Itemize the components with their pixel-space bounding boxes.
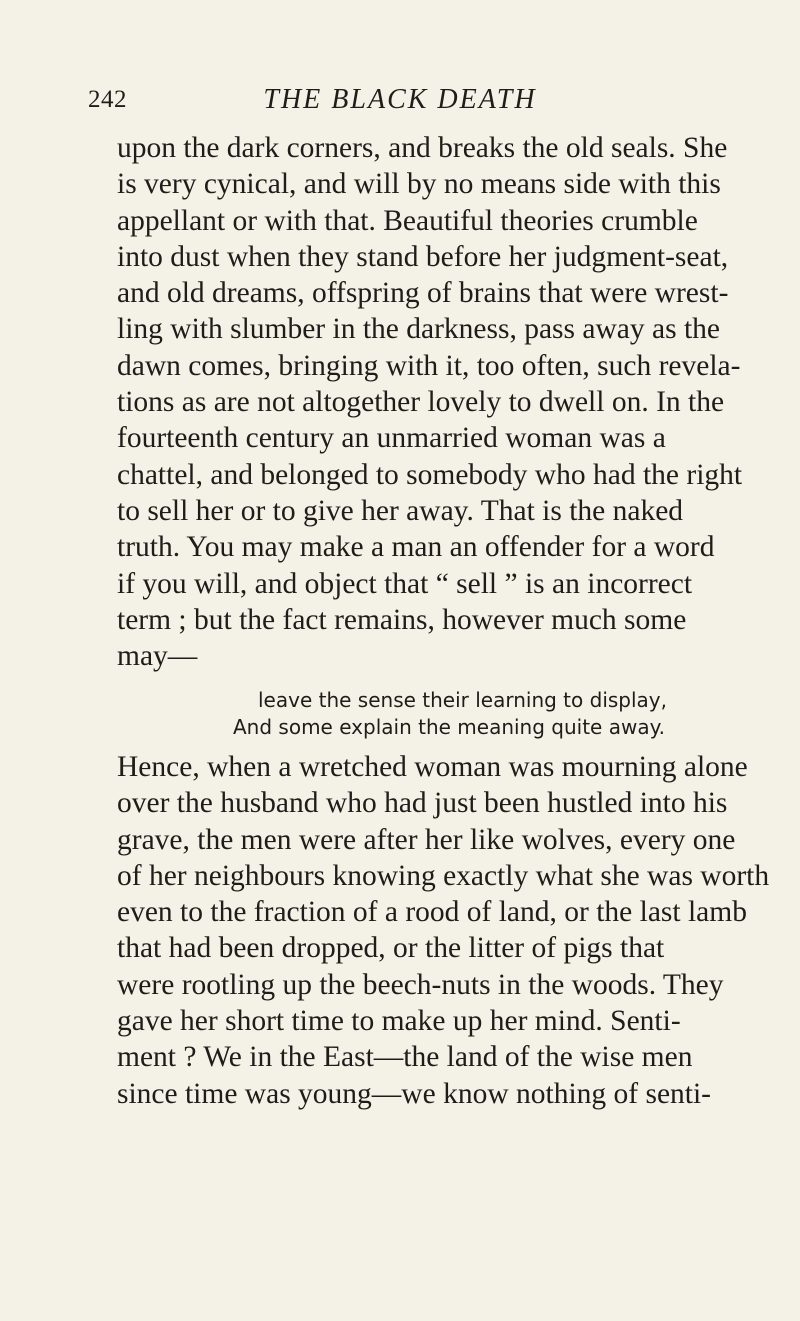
text-line: gave her short time to make up her mind. Senti-	[117, 1005, 681, 1038]
text-line: upon the dark corners, and breaks the old seals. She	[117, 132, 728, 164]
text-line: appellant or with that. Beautiful theories crumble	[117, 204, 698, 237]
text-line: to sell her or to give her away. That is the naked	[117, 494, 684, 527]
quotation-text: leave the sense their learning to display,	[258, 688, 667, 712]
text-line: were rootling up the beech-nuts in the woods. They	[117, 968, 724, 1001]
quotation-line-1	[258, 687, 667, 714]
text-line: truth. You may make a man an offender for a word	[117, 531, 715, 564]
text-line: is very cynical, and will by no means side with this	[117, 168, 721, 201]
text-line: ling with slumber in the darkness, pass away as the	[117, 313, 720, 346]
text-line: grave, the men were after her like wolves, every one	[117, 823, 736, 856]
text-line: that had been dropped, or the litter of pigs that	[117, 932, 665, 965]
page-number: 242	[88, 86, 127, 113]
text-line: fourteenth century an unmarried woman was a	[117, 422, 666, 455]
running-head: THE BLACK DEATH	[263, 84, 537, 115]
text-line: over the husband who had just been hustled into his	[117, 787, 728, 820]
text-line: and old dreams, offspring of brains that were wrest-	[117, 277, 729, 310]
text-line: if you will, and object that “ sell ” is an incorrect	[117, 567, 693, 600]
text-line: may—	[117, 640, 198, 673]
text-line: since time was young—we know nothing of senti-	[117, 1077, 712, 1110]
text-line: of her neighbours knowing exactly what she was worth	[117, 859, 770, 892]
quotation-text: And some explain the meaning quite away.	[233, 715, 665, 739]
text-line: term ; but the fact remains, however much some	[117, 603, 687, 636]
text-line: even to the fraction of a rood of land, or the last lamb	[117, 896, 747, 929]
text-line: into dust when they stand before her judgment-seat,	[117, 240, 729, 273]
text-line: Hence, when a wretched woman was mourning alone	[117, 751, 748, 783]
paragraph-1	[117, 130, 800, 674]
text-line: dawn comes, bringing with it, too often, such revela-	[117, 349, 741, 382]
quotation-line-2	[233, 714, 665, 741]
text-line: ment ? We in the East—the land of the wise men	[117, 1041, 693, 1074]
paragraph-2	[117, 749, 800, 1112]
text-line: chattel, and belonged to somebody who had the right	[117, 458, 743, 491]
text-line: tions as are not altogether lovely to dwell on. In the	[117, 386, 725, 419]
